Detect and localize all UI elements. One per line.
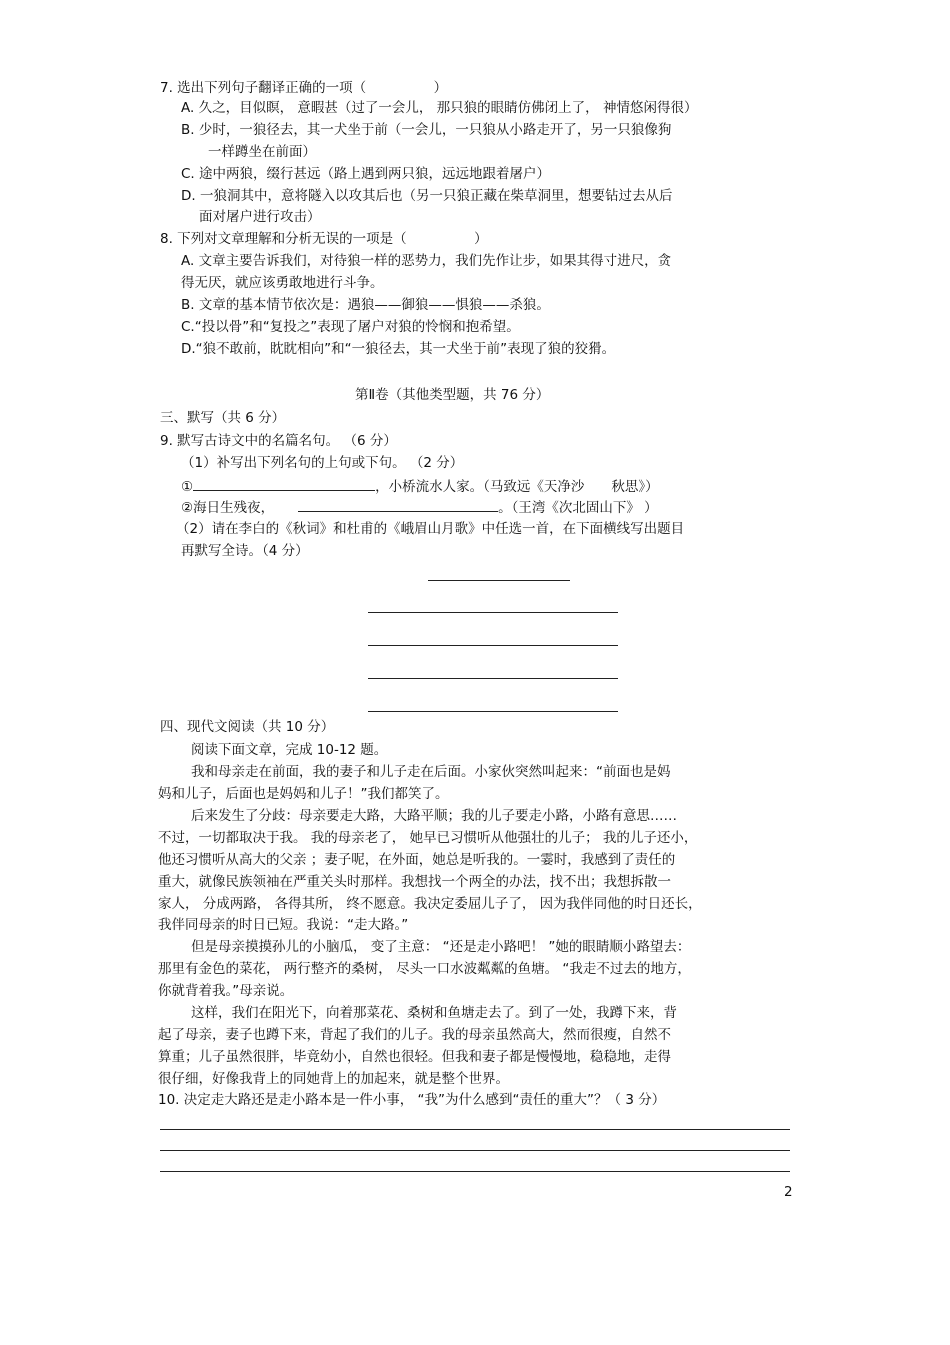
q7-option-c: C. 途中两狼，缀行甚远（路上遇到两只狼，远远地跟着屠户） (181, 166, 551, 182)
q9-item2-prefix: ②海日生残夜， (181, 500, 275, 516)
poem-answer-line[interactable] (368, 711, 618, 712)
q7-option-a: A. 久之，目似瞑， 意暇甚（过了一会儿， 那只狼的眼睛仿佛闭上了， 神情悠闲得很） (181, 100, 698, 116)
passage-line: 这样，我们在阳光下，向着那菜花、桑树和鱼塘走去了。到了一处，我蹲下来，背 (191, 1005, 677, 1021)
q9-item2-answer-blank[interactable] (298, 497, 498, 512)
q8-option-b: B. 文章的基本情节依次是：遇狼——御狼——惧狼——杀狼。 (181, 297, 550, 313)
passage-line: 但是母亲摸摸孙儿的小脑瓜， 变了主意： “还是走小路吧！ ”她的眼睛顺小路望去： (191, 939, 691, 955)
poem-title-answer-line[interactable] (428, 580, 570, 581)
passage-line: 后来发生了分歧：母亲要走大路，大路平顺；我的儿子要走小路，小路有意思…… (191, 808, 677, 824)
q7-option-b-cont: 一样蹲坐在前面） (208, 144, 316, 160)
q9-sub2-cont: 再默写全诗。（4 分） (181, 543, 309, 559)
q8-option-c: C.“投以骨”和“复投之”表现了屠户对狼的怜悯和抱希望。 (181, 319, 520, 335)
q9-sub1: （1）补写出下列名句的上句或下句。 （2 分） (181, 455, 464, 471)
q10-answer-line[interactable] (160, 1150, 790, 1151)
q10-answer-line[interactable] (160, 1171, 790, 1172)
passage-line: 不过，一切都取决于我。 我的母亲老了， 她早已习惯听从他强壮的儿子； 我的儿子还小， (158, 830, 698, 846)
q8-option-a-cont: 得无厌，就应该勇敢地进行斗争。 (181, 275, 384, 291)
q9-stem: 9. 默写古诗文中的名篇名句。 （6 分） (160, 433, 397, 449)
part-two-heading: 第Ⅱ卷（其他类型题，共 76 分） (355, 387, 550, 403)
passage-line: 他还习惯听从高大的父亲 ；妻子呢，在外面，她总是听我的。一霎时，我感到了责任的 (158, 852, 676, 868)
q9-item2 (181, 497, 658, 517)
q10-answer-line[interactable] (160, 1129, 790, 1130)
q10-stem: 10. 决定走大路还是走小路本是一件小事， “我”为什么感到“责任的重大”？（ 3 分） (158, 1092, 666, 1108)
passage-line: 那里有金色的菜花， 两行整齐的桑树， 尽头一口水波粼粼的鱼塘。 “我走不过去的地方， (158, 961, 691, 977)
section-four-heading: 四、现代文阅读（共 10 分） (160, 719, 335, 735)
q9-item2-suffix: 。（王湾《次北固山下》 ） (498, 500, 658, 516)
passage-line: 我伴同母亲的时日已短。我说：“走大路。” (158, 917, 409, 933)
q9-item1-answer-blank[interactable] (193, 476, 375, 491)
poem-answer-line[interactable] (368, 612, 618, 613)
passage-line: 妈和儿子，后面也是妈妈和儿子！”我们都笑了。 (158, 786, 449, 802)
passage-line: 重大，就像民族领袖在严重关头时那样。我想找一个两全的办法，找不出；我想拆散一 (158, 874, 671, 890)
passage-line: 家人， 分成两路， 各得其所， 终不愿意。我决定委屈儿子了， 因为我伴同他的时日还长， (158, 896, 702, 912)
passage-line: 起了母亲，妻子也蹲下来，背起了我们的儿子。我的母亲虽然高大，然而很瘦，自然不 (158, 1027, 671, 1043)
q9-item1 (181, 476, 659, 496)
q7-stem: 7. 选出下列句子翻译正确的一项（ ） (160, 80, 448, 96)
passage-intro: 阅读下面文章，完成 10-12 题。 (191, 742, 388, 758)
passage-line: 你就背着我。”母亲说。 (158, 983, 294, 999)
q9-item1-suffix: ，小桥流水人家。（马致远《天净沙 秋思》） (375, 479, 659, 495)
q7-option-b: B. 少时，一狼径去，其一犬坐于前（一会儿，一只狼从小路走开了，另一只狼像狗 (181, 122, 672, 138)
q8-option-a: A. 文章主要告诉我们，对待狼一样的恶势力，我们先作让步，如果其得寸进尺，贪 (181, 253, 672, 269)
passage-line: 算重；儿子虽然很胖，毕竟幼小，自然也很轻。但我和妻子都是慢慢地，稳稳地，走得 (158, 1049, 671, 1065)
q8-stem: 8. 下列对文章理解和分析无误的一项是（ ） (160, 231, 488, 247)
q8-option-d: D.“狼不敢前，眈眈相向”和“一狼径去，其一犬坐于前”表现了狼的狡猾。 (181, 341, 616, 357)
q7-option-d-cont: 面对屠户进行攻击） (199, 209, 321, 225)
q9-item1-prefix: ① (181, 479, 194, 495)
section-three-heading: 三、默写（共 6 分） (160, 410, 286, 426)
passage-line: 我和母亲走在前面，我的妻子和儿子走在后面。小家伙突然叫起来：“前面也是妈 (191, 764, 671, 780)
page-number: 2 (784, 1184, 793, 1200)
poem-answer-line[interactable] (368, 645, 618, 646)
passage-line: 很仔细，好像我背上的同她背上的加起来，就是整个世界。 (158, 1071, 509, 1087)
q7-option-d: D. 一狼洞其中，意将隧入以攻其后也（另一只狼正藏在柴草洞里，想要钻过去从后 (181, 188, 673, 204)
q9-sub2: （2）请在李白的《秋词》和杜甫的《峨眉山月歌》中任选一首，在下面横线写出题目 (176, 521, 685, 537)
poem-answer-line[interactable] (368, 678, 618, 679)
